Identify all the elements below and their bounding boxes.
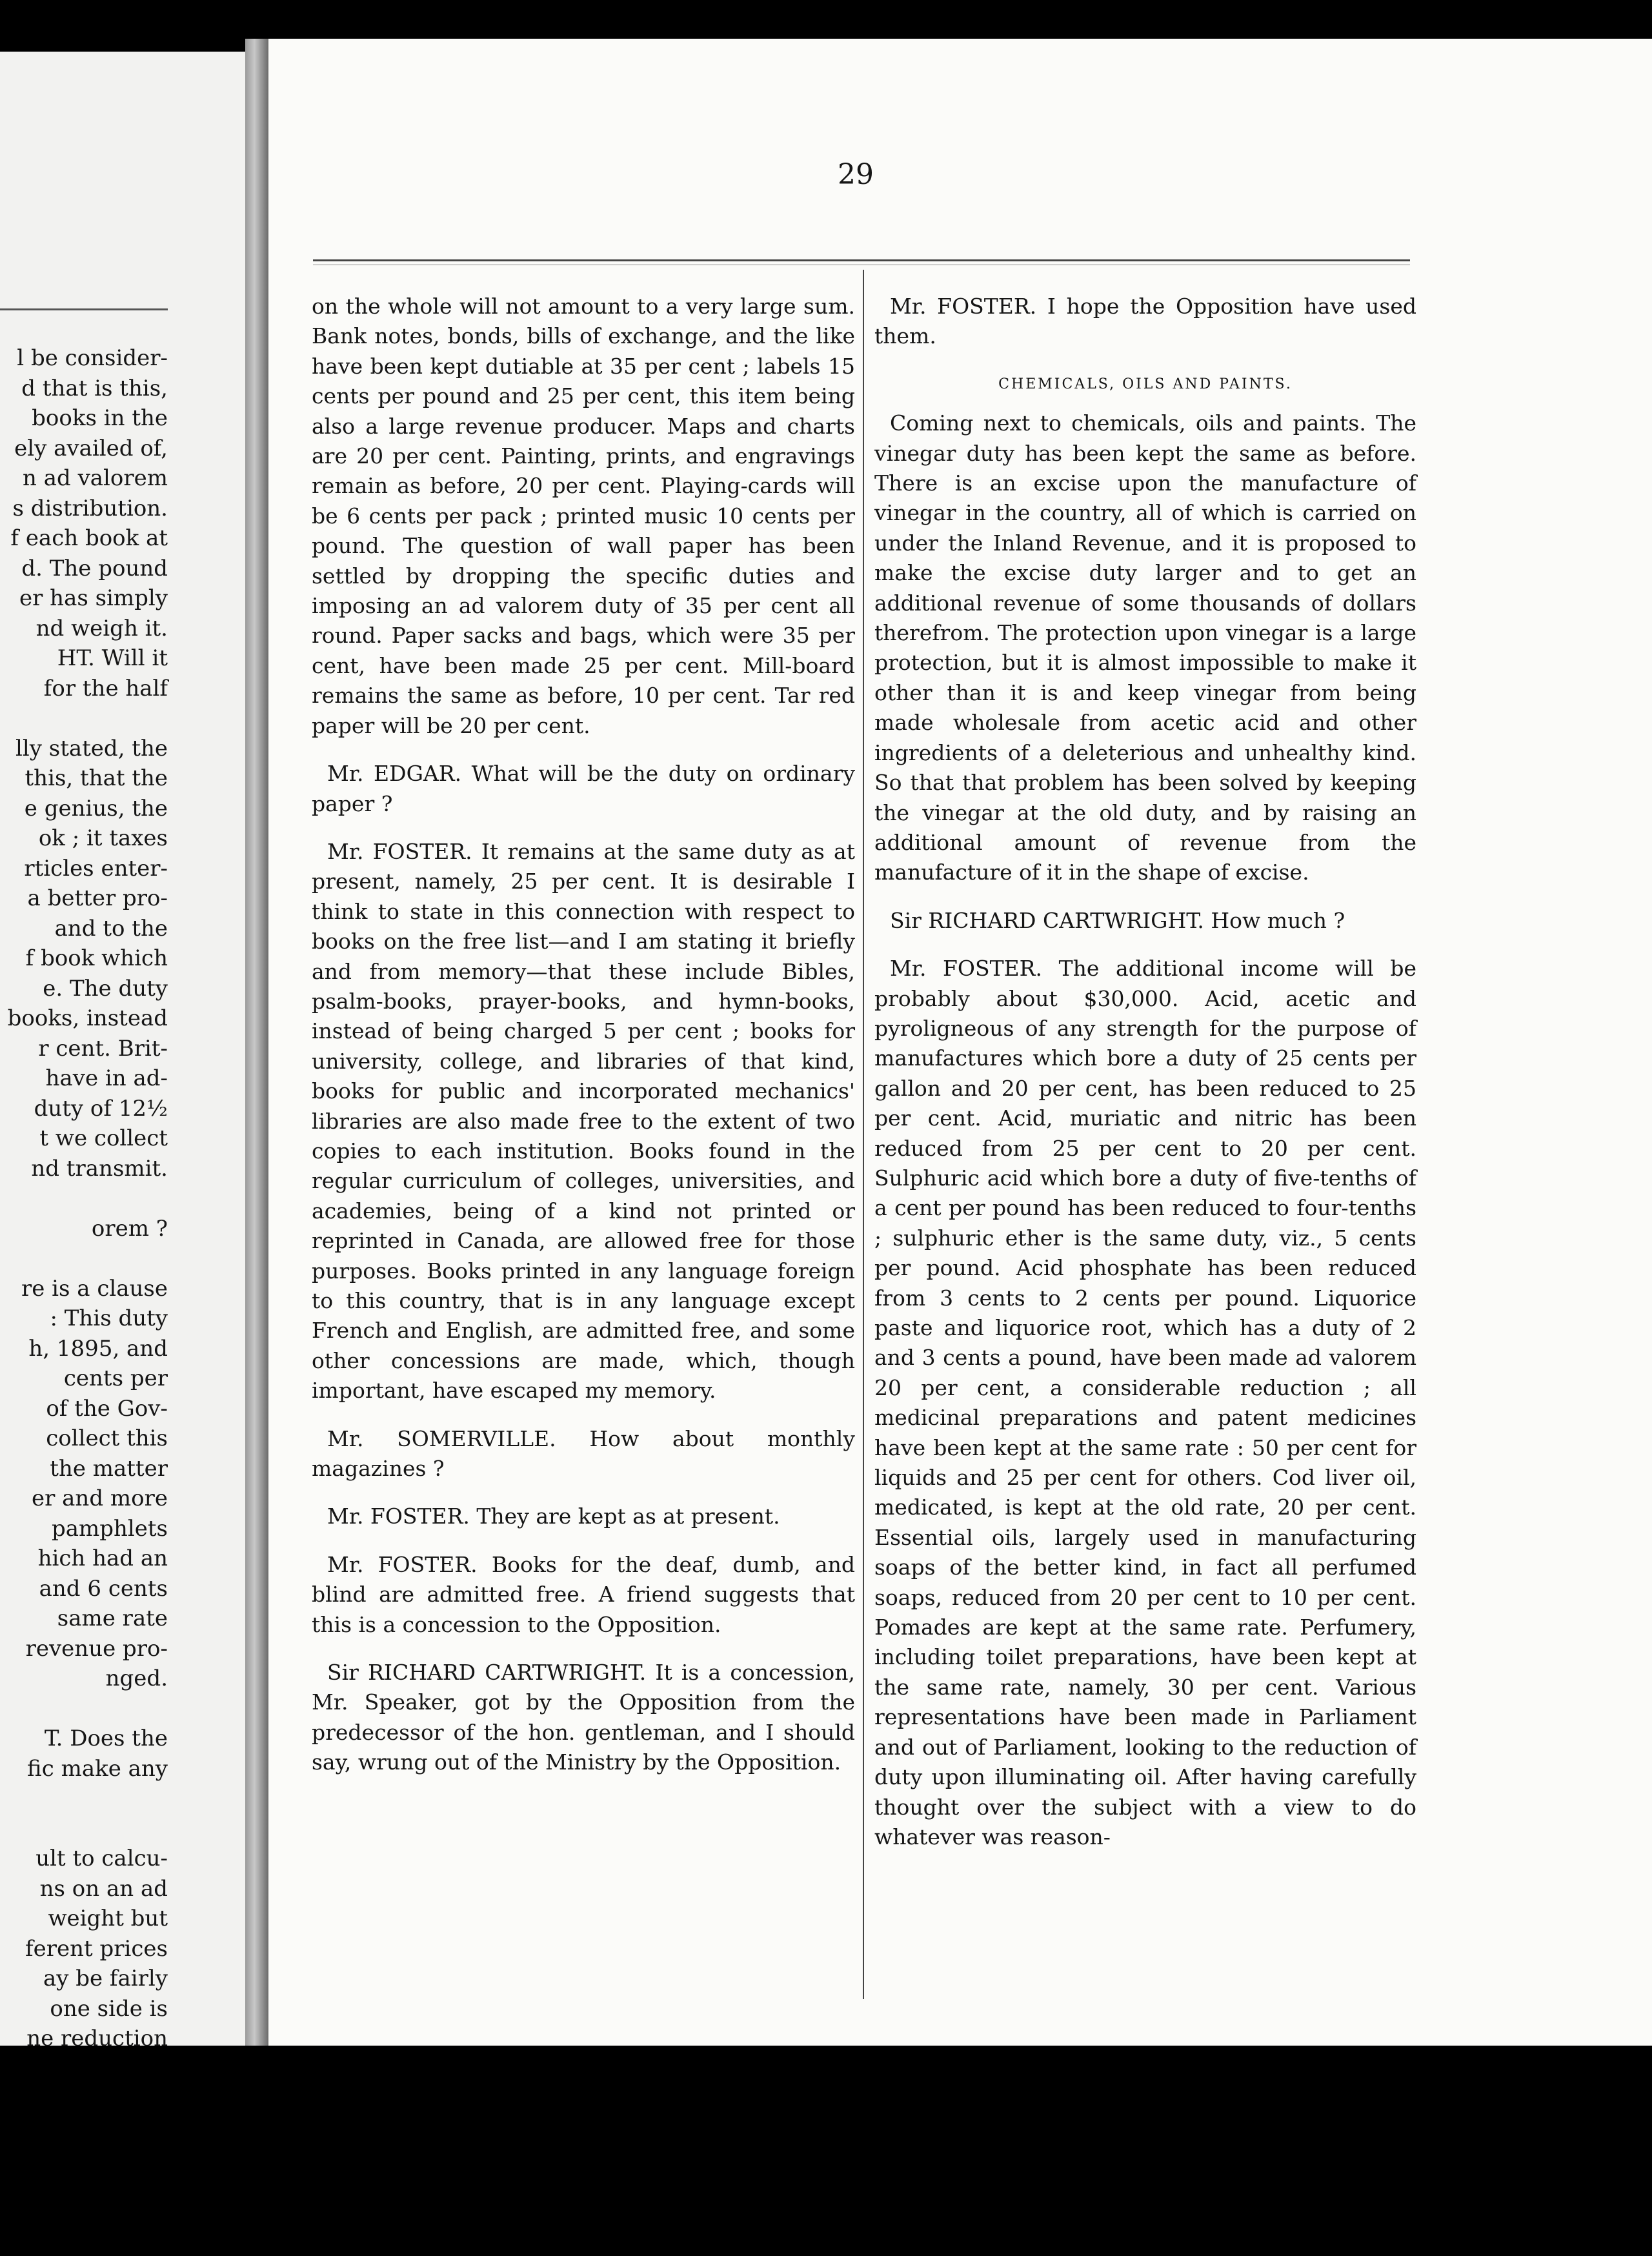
left-fragment-line: this, that the <box>25 765 168 791</box>
left-fragment-line <box>0 703 168 734</box>
left-fragment-line <box>0 1694 168 1724</box>
left-fragment-line: : This duty <box>50 1305 168 1331</box>
header-rule <box>313 259 1410 261</box>
left-fragment-line: cents per <box>63 1365 168 1391</box>
scan-background <box>0 2046 1652 2256</box>
left-fragment-line: revenue pro- <box>25 1635 168 1662</box>
left-fragment-line: pamphlets <box>51 1515 168 1542</box>
left-fragment-line: nd transmit. <box>31 1155 168 1182</box>
left-fragment-line: d that is this, <box>21 375 168 401</box>
left-page-rule <box>0 308 168 310</box>
left-fragment-line: and to the <box>54 915 168 942</box>
left-fragment-line: t we collect <box>39 1125 168 1151</box>
text-column-2 <box>874 292 1416 1870</box>
left-fragment-line: collect this <box>46 1425 168 1451</box>
left-fragment-line: ay be fairly <box>43 1966 168 1991</box>
paragraph: Sir RICHARD CARTWRIGHT. It is a concession, Mr. Speaker, got by the Opposition from the predecessor of the hon. gentleman, and I should say, wrung out of the Ministry by the Opposition. <box>312 1660 855 1775</box>
left-fragment-line: nged. <box>105 1666 168 1691</box>
left-fragment-line: ult to calcu- <box>35 1846 168 1871</box>
left-fragment-line: a better pro- <box>27 885 168 911</box>
left-fragment-line: e. The duty <box>43 975 168 1002</box>
left-fragment-line: fic make any <box>27 1755 168 1782</box>
left-fragment-line: e genius, the <box>24 795 168 821</box>
left-fragment-line: ok ; it taxes <box>38 825 168 851</box>
paragraph: Mr. FOSTER. Books for the deaf, dumb, and blind are admitted free. A friend suggests that this is a concession to the Opposition. <box>312 1551 855 1637</box>
book-gutter <box>245 39 268 2046</box>
text-column-1 <box>312 292 855 1796</box>
left-fragment-line: have in ad- <box>45 1065 168 1091</box>
paragraph: Mr. FOSTER. It remains at the same duty as at present, namely, 25 per cent. It is desirable I think to state in this connection with respect to books on the free list—and I am stating it briefly and from memory—that these include Bibles, psalm-books, prayer-books, and hymn-books, instead of being charged 5 per cent ; books for university, college, and libraries of that kind, books for public and incorporated mechanics' libraries are also made free to the extent of two copies to each institution. Books found in the regular curriculum of colleges, universities, and academies, being of a kind not printed or reprinted in Canada, are allowed free for those purposes. Books printed in any language foreign to this country, that is in any language except French and English, are admitted free, and some other concessions are made, which, though important, have escaped my memory. <box>312 838 855 1404</box>
left-fragment-line: d. The pound <box>21 555 168 581</box>
left-fragment-line: books, instead <box>7 1005 168 1031</box>
left-fragment-line: and 6 cents <box>39 1575 168 1602</box>
left-fragment-line: for the half <box>43 675 168 701</box>
left-fragment-line: ferent prices <box>25 1935 168 1962</box>
left-fragment-line: ely availed of, <box>14 435 168 461</box>
left-fragment-line: nd weigh it. <box>35 615 168 641</box>
column-divider <box>863 270 864 1999</box>
left-fragment-line <box>0 1784 168 1814</box>
left-fragment-line: of the Gov- <box>46 1395 168 1422</box>
left-fragment-line: duty of 12½ <box>34 1095 168 1122</box>
left-fragment-line: ns on an ad <box>39 1875 168 1902</box>
left-facing-page <box>0 52 245 2046</box>
left-fragment-line: orem ? <box>91 1215 168 1242</box>
paragraph: Coming next to chemicals, oils and paints. The vinegar duty has been kept the same as before. There is an excise upon the manufacture of vinegar in the country, all of which is carried on under the Inland Revenue, and it is proposed to make the excise duty larger and to get an additional revenue of some thousands of dollars therefrom. The protection upon vinegar is a large protection, but it is almost impossible to make it other than it is and keep vinegar from being made wholesale from acetic acid and other ingredients of a deleterious and unhealthy kind. So that that problem has been solved by keeping the vinegar at the old duty, and by raising an additional amount of revenue from the manufacture of it in the shape of excise. <box>874 410 1416 885</box>
left-fragment-line: same rate <box>57 1606 168 1631</box>
left-fragment-line: l be consider- <box>17 345 168 371</box>
left-fragment-line: the matter <box>50 1455 168 1482</box>
paragraph: Sir RICHARD CARTWRIGHT. How much ? <box>890 907 1345 933</box>
paragraph: Mr. SOMERVILLE. How about monthly magazines ? <box>312 1425 855 1482</box>
left-fragment-line: f each book at <box>10 525 168 551</box>
left-fragment-line: hich had an <box>37 1546 168 1571</box>
left-fragment-line: books in the <box>32 405 168 431</box>
left-fragment-line: er has simply <box>19 585 168 611</box>
left-fragment-line: one side is <box>50 1995 168 2022</box>
left-fragment-line: lly stated, the <box>15 735 168 761</box>
paragraph: Mr. FOSTER. I hope the Opposition have used them. <box>874 294 1416 349</box>
page-number: 29 <box>838 158 874 191</box>
left-fragment-line <box>0 1183 168 1214</box>
left-fragment-line: er and more <box>31 1486 168 1511</box>
left-fragment-line: r cent. Brit- <box>38 1035 168 1062</box>
left-fragment-line: f book which <box>25 945 168 971</box>
left-fragment-line: re is a clause <box>21 1275 168 1302</box>
paragraph: Mr. FOSTER. The additional income will be probably about $30,000. Acid, acetic and pyroligneous of any strength for the purpose of manufactures which bore a duty of 25 cents per gallon and 20 per cent, has been reduced to 25 per cent. Acid, muriatic and nitric has been reduced from 25 per cent to 20 per cent. Sulphuric acid which bore a duty of five-tenths of a cent per pound has been reduced to four-tenths ; sulphuric ether is the same duty, viz., 5 cents per pound. Acid phosphate has been reduced from 3 cents to 2 cents per pound. Liquorice paste and liquorice root, which has a duty of 2 and 3 cents a pound, have been made ad valorem 20 per cent, a considerable reduction ; all medicinal preparations and patent medicines have been kept at the same rate : 50 per cent for liquids and 25 per cent for others. Cod liver oil, medicated, is kept at the old rate, 20 per cent. Essential oils, largely used in manufacturing soaps of the better kind, in fact all perfumed soaps, reduced from 20 per cent to 10 per cent. Pomades are kept at the same rate. Perfumery, including toilet preparations, have been kept at the same rate, namely, 30 per cent. Various representations have been made in Parliament and out of Parliament, looking to the reduction of duty upon illuminating oil. After having carefully thought over the subject with a view to do whatever was reason- <box>874 956 1416 1849</box>
left-fragment-line: rticles enter- <box>24 855 168 881</box>
left-fragment-line: ne reduction <box>26 2026 168 2046</box>
left-fragment-line: s distribution. <box>12 495 168 521</box>
left-fragment-line: h, 1895, and <box>28 1335 168 1362</box>
left-page-text-fragments <box>0 343 168 2046</box>
left-fragment-line: HT. Will it <box>57 645 168 671</box>
left-fragment-line <box>0 1244 168 1274</box>
section-heading: CHEMICALS, OILS AND PAINTS. <box>998 376 1293 392</box>
left-fragment-line: T. Does the <box>44 1726 168 1751</box>
paragraph: Mr. FOSTER. They are kept as at present. <box>327 1504 780 1529</box>
left-fragment-line: n ad valorem <box>23 465 168 491</box>
paragraph: on the whole will not amount to a very large sum. Bank notes, bonds, bills of exchange, and the like have been kept dutiable at 35 per cent ; labels 15 cents per pound and 25 per cent, this item being also a large revenue producer. Maps and charts are 20 per cent. Painting, prints, and engravings remain as before, 20 per cent. Playing-cards will be 6 cents per pack ; printed music 10 cents per pound. The question of wall paper has been settled by dropping the specific duties and imposing an ad valorem duty of 35 per cent all round. Paper sacks and bags, which were 35 per cent, have been made 25 per cent. Mill-board remains the same as before, 10 per cent. Tar red paper will be 20 per cent. <box>312 294 855 738</box>
left-fragment-line <box>0 1814 168 1844</box>
paragraph: Mr. EDGAR. What will be the duty on ordinary paper ? <box>312 761 855 816</box>
left-fragment-line: weight but <box>48 1906 168 1931</box>
